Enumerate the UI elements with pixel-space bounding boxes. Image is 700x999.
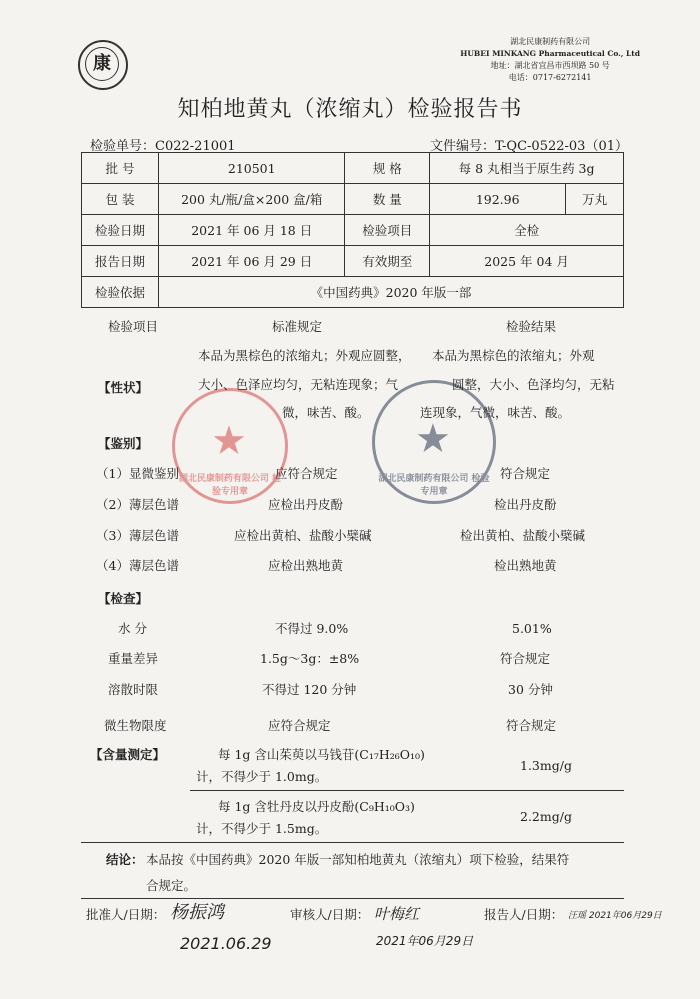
- red-stamp-text: 湖北民康制药有限公司 检验专用章: [178, 474, 282, 497]
- pack-label: 包 装: [82, 184, 159, 215]
- reviewer-signature: 叶梅红: [374, 905, 420, 923]
- character-result-line-3: 连现象，气微，味苦、酸。: [420, 405, 571, 420]
- table-row: [82, 184, 624, 215]
- report-date-value: 2021 年 06 月 29 日: [159, 246, 345, 277]
- approver-signature: 杨振鸿: [170, 902, 224, 923]
- conclusion-line-2: 合规定。: [146, 878, 197, 893]
- assay-row1-line2: 计，不得少于 1.0mg。: [196, 769, 328, 784]
- assay-row2-line1: 每 1g 含牡丹皮以丹皮酚(C₉H₁₀O₃): [218, 799, 415, 814]
- test-item-value: 全检: [430, 215, 624, 246]
- identification-item-4: （4）薄层色谱: [96, 558, 179, 573]
- batch-label: 批 号: [82, 153, 159, 184]
- red-inspection-stamp: [172, 388, 288, 504]
- table-row: [82, 215, 624, 246]
- table-row: [82, 246, 624, 277]
- inspection-item-2: 重量差异: [108, 651, 159, 666]
- conclusion-line-1: 本品按《中国药典》2020 年版一部知柏地黄丸（浓缩丸）项下检验，结果符: [146, 852, 570, 867]
- approver-label: 批准人/日期：: [86, 907, 166, 922]
- assay-divider: [190, 790, 624, 791]
- table-row: [82, 153, 624, 184]
- expiry-label: 有效期至: [345, 246, 430, 277]
- inspection-result-4: 符合规定: [506, 718, 557, 733]
- assay-section-label: 【含量测定】: [90, 747, 166, 762]
- character-standard-line-2: 大小、色泽应均匀，无粘连现象；气: [198, 377, 399, 392]
- approver-date: 2021.06.29: [180, 934, 272, 953]
- test-date-value: 2021 年 06 月 18 日: [159, 215, 345, 246]
- assay-row2-line2: 计，不得少于 1.5mg。: [196, 821, 328, 836]
- report-date-label: 报告日期: [82, 246, 159, 277]
- header-standard: 标准规定: [272, 319, 323, 334]
- identification-standard-1: 应符合规定: [275, 466, 338, 481]
- conclusion-bottom-divider: [81, 898, 624, 899]
- star-icon: ★: [211, 418, 247, 464]
- conclusion-label: 结论：: [106, 852, 144, 867]
- identification-item-1: （1）显微鉴别: [96, 466, 179, 481]
- qty-value: 192.96: [430, 184, 566, 215]
- qty-label: 数 量: [345, 184, 430, 215]
- conclusion-top-divider: [81, 842, 624, 843]
- identification-result-4: 检出熟地黄: [494, 558, 557, 573]
- assay-row1-result: 1.3mg/g: [520, 758, 572, 773]
- header-item: 检验项目: [108, 319, 159, 334]
- document-title: 知柏地黄丸（浓缩丸）检验报告书: [177, 97, 523, 122]
- inspection-section-label: 【检查】: [98, 591, 149, 606]
- reporter-signature: 汪瑶 2021年06月29日: [568, 911, 662, 921]
- inspection-result-3: 30 分钟: [508, 682, 553, 697]
- inspection-standard-3: 不得过 120 分钟: [262, 682, 357, 697]
- reviewer-label: 审核人/日期：: [290, 907, 370, 922]
- inspection-result-2: 符合规定: [500, 651, 551, 666]
- company-name-en: HUBEI MINKANG Pharmaceutical Co., Ltd: [460, 49, 640, 58]
- inspection-standard-4: 应符合规定: [268, 718, 331, 733]
- dark-inspection-stamp: [372, 380, 496, 504]
- table-row: [82, 277, 624, 308]
- identification-section-label: 【鉴别】: [98, 436, 149, 451]
- assay-row1-line1: 每 1g 含山茱萸以马钱苷(C₁₇H₂₆O₁₀): [218, 747, 425, 762]
- pack-value: 200 丸/瓶/盒×200 盒/箱: [159, 184, 345, 215]
- inspection-standard-1: 不得过 9.0%: [275, 621, 349, 636]
- reporter-label: 报告人/日期：: [484, 907, 564, 922]
- company-phone: 电话：0717-6272141: [508, 73, 592, 82]
- basis-value: 《中国药典》2020 年版一部: [159, 277, 624, 308]
- company-name-cn: 湖北民康制药有限公司: [510, 37, 591, 46]
- test-item-label: 检验项目: [345, 215, 430, 246]
- character-standard-line-1: 本品为黑棕色的浓缩丸；外观应圆整，: [198, 348, 411, 363]
- identification-result-1: 符合规定: [500, 466, 551, 481]
- identification-standard-4: 应检出熟地黄: [268, 558, 344, 573]
- report-number-label: 检验单号：: [90, 139, 156, 154]
- character-standard-line-3: 微，味苦、酸。: [282, 405, 370, 420]
- company-info: [460, 36, 640, 84]
- spec-label: 规 格: [345, 153, 430, 184]
- expiry-value: 2025 年 04 月: [430, 246, 624, 277]
- report-number-value: C022-21001: [155, 139, 236, 154]
- character-result-line-1: 本品为黑棕色的浓缩丸；外观: [432, 348, 595, 363]
- spec-value: 每 8 丸相当于原生药 3g: [430, 153, 624, 184]
- inspection-standard-2: 1.5g～3g：±8%: [260, 651, 360, 666]
- star-icon: ★: [415, 416, 451, 462]
- inspection-item-1: 水 分: [118, 621, 147, 636]
- identification-item-2: （2）薄层色谱: [96, 497, 179, 512]
- company-logo: [78, 40, 128, 90]
- company-address: 地址：湖北省宜昌市西坝路 50 号: [490, 61, 610, 70]
- batch-value: 210501: [159, 153, 345, 184]
- identification-standard-3: 应检出黄柏、盐酸小檗碱: [234, 528, 372, 543]
- identification-standard-2: 应检出丹皮酚: [268, 497, 344, 512]
- reviewer-date: 2021年06月29日: [376, 934, 474, 948]
- inspection-item-4: 微生物限度: [104, 718, 167, 733]
- assay-row2-result: 2.2mg/g: [520, 809, 572, 824]
- character-result-line-2: 圆整，大小、色泽均匀，无粘: [452, 377, 615, 392]
- dark-stamp-text: 湖北民康制药有限公司 检验专用章: [378, 474, 490, 497]
- identification-result-3: 检出黄柏、盐酸小檗碱: [460, 528, 586, 543]
- file-number: 文件编号：T-QC-0522-03（01）: [430, 139, 628, 154]
- identification-result-2: 检出丹皮酚: [494, 497, 557, 512]
- basis-label: 检验依据: [82, 277, 159, 308]
- info-table: [81, 152, 624, 308]
- test-date-label: 检验日期: [82, 215, 159, 246]
- inspection-result-1: 5.01%: [512, 621, 552, 636]
- identification-item-3: （3）薄层色谱: [96, 528, 179, 543]
- logo-emblem: 康: [85, 47, 119, 81]
- character-section-label: 【性状】: [98, 380, 149, 395]
- header-result: 检验结果: [506, 319, 557, 334]
- qty-unit: 万丸: [566, 184, 624, 215]
- inspection-item-3: 溶散时限: [108, 682, 159, 697]
